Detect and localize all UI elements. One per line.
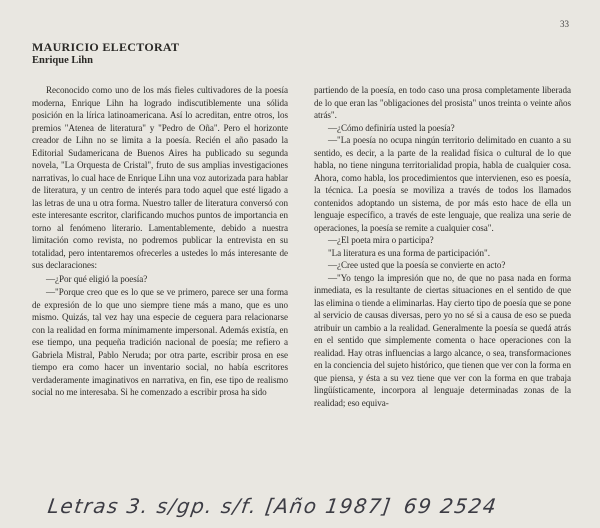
right-column bbox=[314, 84, 571, 409]
article-title: MAURICIO ELECTORAT bbox=[32, 40, 180, 54]
answer-paragraph: —"La poesía no ocupa ningún territorio delimitado en cuanto a su sentido, es decir, a la parte de la realidad física o cultural de lo que habla, no tiene ninguna territorialidad propia, habla de cualquier cosa. Ahora, como habla, los procedimientos que intervienen, eso es poesía, la técnica. La poesía se moviliza a través de todos los llamados contenidos adoptando un sistema, de por más esto hace de ella un lenguaje específico, a través de este lenguaje, que realiza una serie de operaciones, la poesía se remite a cualquier cosa". bbox=[314, 135, 571, 233]
left-column bbox=[32, 84, 288, 399]
page-number: 33 bbox=[560, 19, 569, 29]
intro-paragraph: Reconocido como uno de los más fieles cultivadores de la poesía moderna, Enrique Lihn ha logrado indiscutiblemente una sólida posición en la lírica latinoamericana. Así lo acreditan, entre otros, los premios "Atenea de literatura" y "Pedro de Oña". Pero el horizonte creador de Lihn no se limita a la poesía. Recién el año pasado la Editorial Sudamericana de Buenos Aires ha publicado su segunda novela, "La Orquesta de Cristal", fruto de sus amplias investigaciones narrativas, lo cual hace de Enrique Lihn una voz autorizada para hablar de literatura, y un centro de interés para todo aquel que esté ligado a las letras de una u otra forma. Nuestro taller de literatura conversó con este interesante escritor, clarificando muchos puntos de importancia en torno al fenómeno literario. Lamentablemente, debido a nuestra limitación como revista, no podremos publicar la entrevista en su totalidad, pero intentaremos ofrecerles a ustedes lo más interesante de sus declaraciones: bbox=[32, 85, 288, 270]
question-paragraph: —¿El poeta mira o participa? bbox=[328, 235, 434, 245]
question-paragraph: —¿Cree usted que la poesía se convierte en acto? bbox=[328, 260, 506, 270]
handwritten-catalog-number: 69 2524 bbox=[402, 494, 499, 518]
question-paragraph: —¿Por qué eligió la poesía? bbox=[46, 273, 148, 284]
answer-paragraph: "La literatura es una forma de participación". bbox=[328, 247, 490, 258]
question-paragraph: —¿Cómo definiría usted la poesía? bbox=[328, 122, 455, 133]
handwritten-citation: Letras 3. s/gp. s/f. [Año 1987] bbox=[46, 494, 394, 518]
continuation-paragraph: partiendo de la poesía, en todo caso una prosa completamente liberada de lo que eran las "obligaciones del prosista" unos treinta o veinte años atrás". bbox=[314, 85, 571, 120]
article-byline: Enrique Lihn bbox=[32, 55, 93, 66]
answer-paragraph: —"Porque creo que es lo que se ve primero, parece ser una forma de expresión de lo que uno siempre tiene más a mano, que es uno mismo. Quizás, tal vez hay una especie de ceguera para relacionarse con la realidad en forma mínimamente impersonal. Además existía, en ese tiempo, una pequeña tradición nacional de poesía; me refiero a Gabriela Mistral, Pablo Neruda; por otra parte, escribir prosa en ese tiempo era como hacer un inventario social, no había escritores verdaderamente imaginativos en narrativa, en fin, ese tipo de realismo social no me interesaba. Si he comenzado a escribir prosa ha sido bbox=[32, 287, 288, 397]
answer-paragraph: —"Yo tengo la impresión que no, de que no pasa nada en forma inmediata, es la resultante de ciertas situaciones en el sentido de que las elimina o tiende a eliminarlas. Hay cierto tipo de poesía que se pone al servicio de causas diversas, pero yo no sé si a causa de eso se pueda atribuir un cambio a la realidad. Generalmente la poesía se quedá atrás en el sentido que simplemente comenta o hace operaciones con la realidad. Hay otras influencias a largo alcance, o sea, transformaciones en la conciencia del sujeto histórico, que tienen que ver con la forma en que piensa, y ésta a su vez tiene que ver con la forma en que trabaja lingüísticamente, incorpora al lenguaje determinadas zonas de la realidad; eso equiva- bbox=[314, 272, 571, 408]
